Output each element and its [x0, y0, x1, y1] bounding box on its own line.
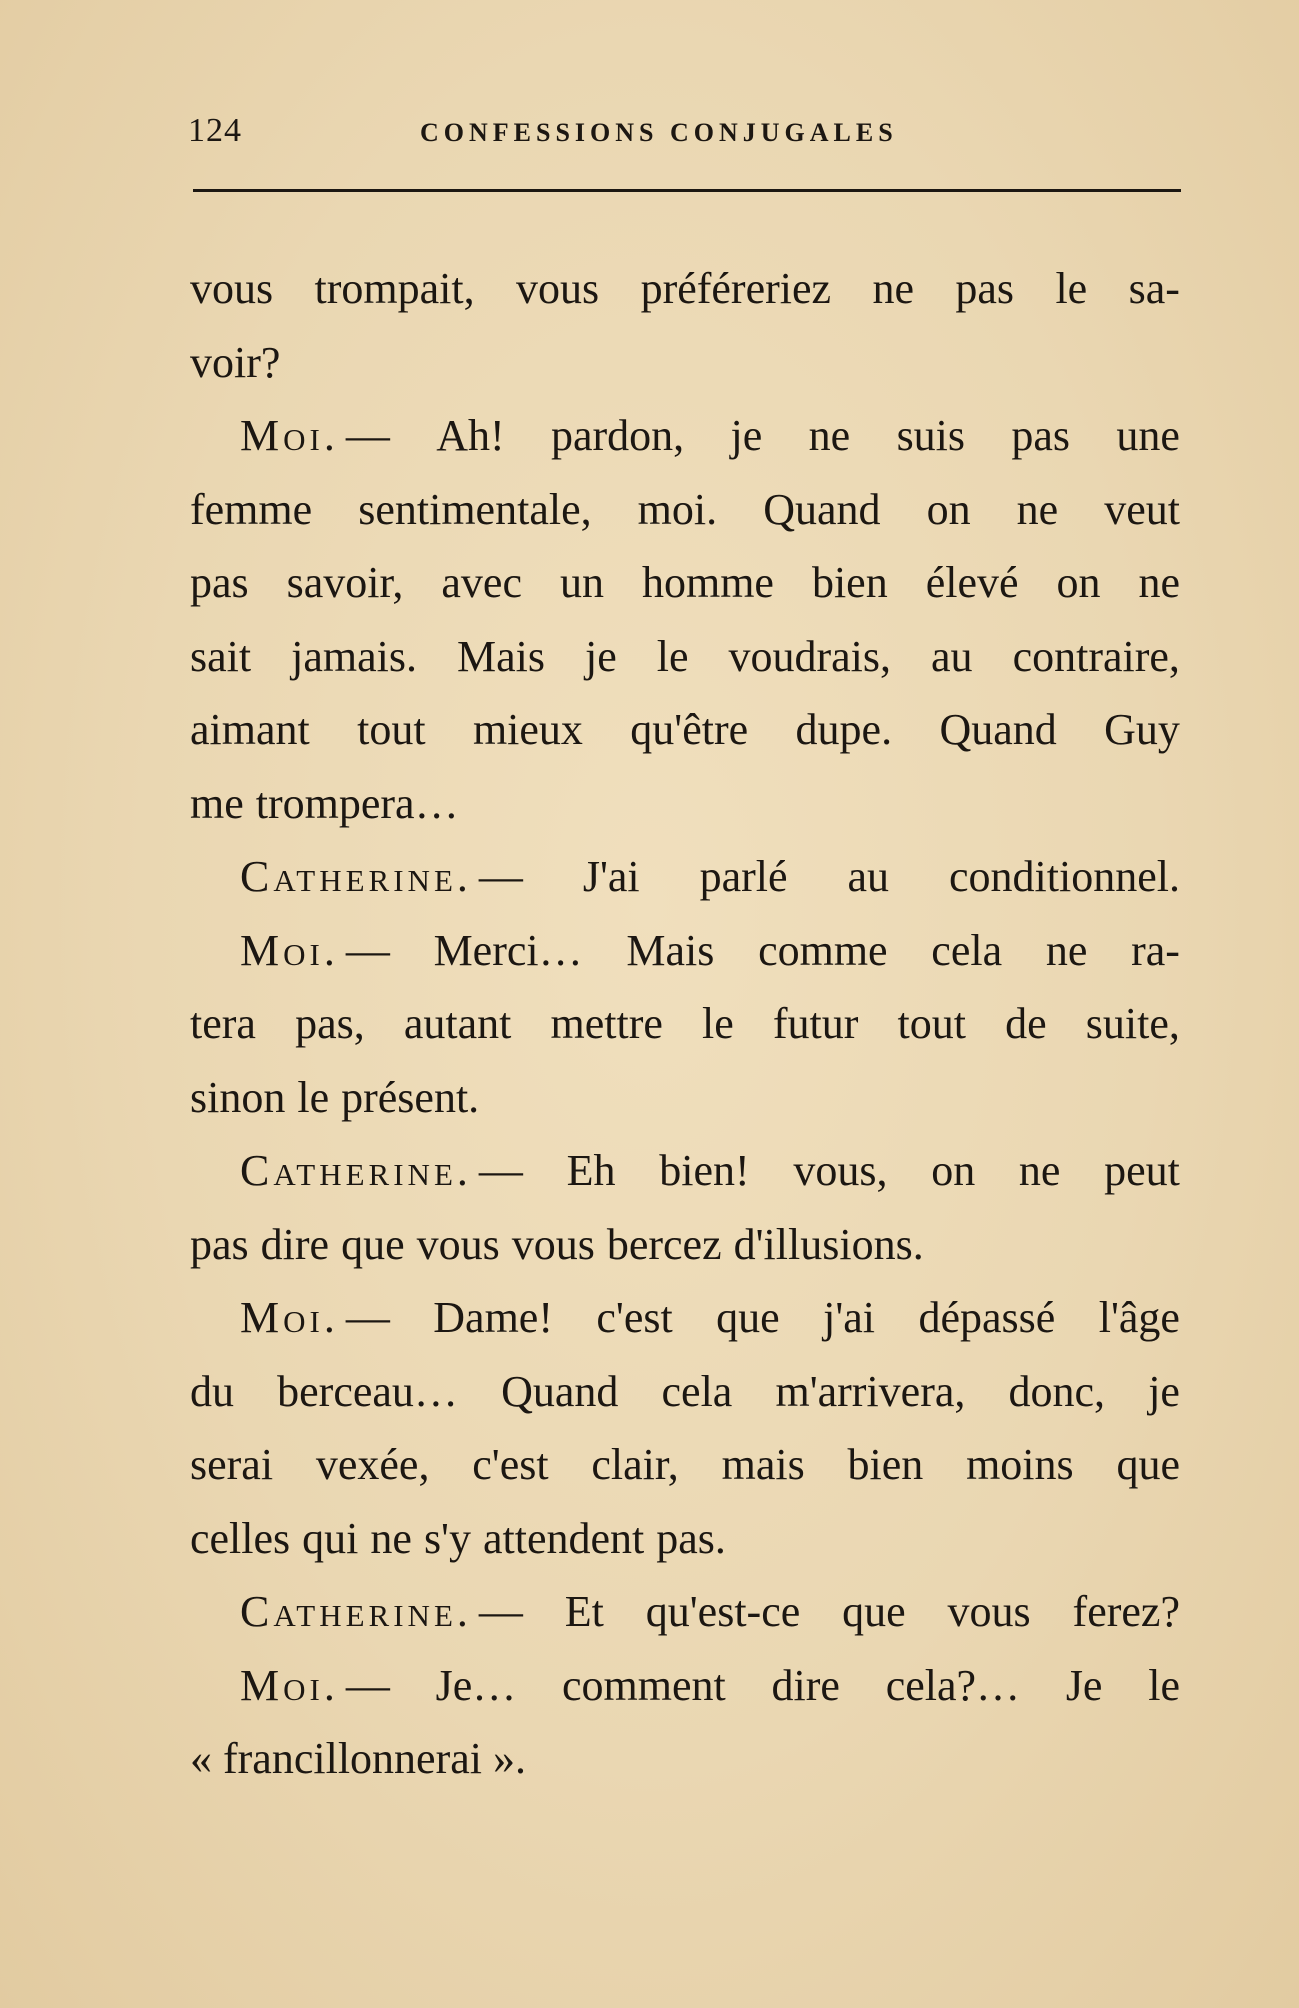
- word: qu'est-ce: [645, 1587, 801, 1636]
- word: s'y: [423, 1513, 471, 1563]
- word: pas: [190, 1219, 249, 1269]
- word: cela: [931, 925, 1003, 975]
- word: voudrais,: [728, 631, 892, 681]
- word: j'ai: [823, 1293, 876, 1342]
- text-line: [190, 1281, 1180, 1355]
- text-line: [190, 987, 1180, 1061]
- word: je: [730, 411, 763, 460]
- word: pas: [1011, 411, 1071, 460]
- word: pas,: [295, 999, 365, 1048]
- text-line: [190, 399, 1180, 473]
- word: parlé: [699, 852, 788, 901]
- word: pardon,: [551, 411, 685, 460]
- word: pas: [955, 264, 1015, 313]
- word: présent.: [341, 1072, 480, 1122]
- page-header: [188, 112, 1183, 162]
- word: dupe.: [795, 705, 893, 754]
- word: l'âge: [1098, 1293, 1180, 1342]
- word: Guy: [1104, 705, 1180, 754]
- running-title: CONFESSIONS CONJUGALES: [420, 118, 898, 147]
- text-line: [190, 1649, 1180, 1723]
- word: futur: [772, 999, 859, 1048]
- word: aimant: [190, 705, 310, 754]
- word: bien: [811, 558, 888, 607]
- word: on: [1056, 558, 1101, 607]
- text-line: [190, 1722, 1180, 1796]
- text-line: [190, 1355, 1180, 1429]
- word: vous: [416, 1219, 500, 1269]
- word: ne: [1016, 484, 1059, 534]
- speaker-name: Catherine. —: [240, 852, 523, 901]
- word: donc,: [1008, 1366, 1106, 1416]
- word: vous: [516, 264, 600, 313]
- word: conditionnel.: [948, 852, 1180, 901]
- text-line: [190, 1428, 1180, 1502]
- word: bien!: [659, 1146, 750, 1195]
- text-line: [190, 1502, 1180, 1576]
- word: serai: [190, 1440, 274, 1489]
- word: c'est: [472, 1440, 549, 1489]
- text-line: [190, 326, 1180, 400]
- word: attendent: [483, 1513, 645, 1563]
- text-line: [190, 252, 1180, 326]
- word: mettre: [550, 999, 663, 1048]
- word: dire: [771, 1660, 840, 1710]
- text-line: [190, 767, 1180, 841]
- word: tout: [357, 705, 426, 754]
- word: sentimentale,: [358, 484, 592, 534]
- word: trompait,: [314, 264, 475, 313]
- word: vous,: [793, 1146, 888, 1195]
- word: mieux: [472, 705, 583, 754]
- word: que: [1116, 1440, 1180, 1489]
- word: une: [1116, 411, 1180, 460]
- word: ferez?: [1072, 1587, 1180, 1636]
- word: Eh: [566, 1146, 616, 1195]
- word: je: [584, 631, 617, 681]
- word: contraire,: [1012, 631, 1180, 681]
- word: Quand: [501, 1366, 619, 1416]
- word: femme: [190, 484, 313, 534]
- word: avec: [441, 558, 522, 607]
- word: moins: [966, 1440, 1074, 1489]
- word: pas: [190, 558, 249, 607]
- word: Je…: [435, 1660, 517, 1710]
- word: vous: [190, 264, 274, 313]
- word: le: [297, 1072, 330, 1122]
- word: autant: [403, 999, 512, 1048]
- word: c'est: [596, 1293, 673, 1342]
- word: clair,: [591, 1440, 679, 1489]
- word: suis: [896, 411, 966, 460]
- word: sa-: [1128, 264, 1180, 313]
- word: voir?: [190, 337, 281, 387]
- word: au: [931, 631, 973, 681]
- word: trompera…: [255, 778, 459, 828]
- word: berceau…: [277, 1366, 458, 1416]
- text-line: [190, 693, 1180, 767]
- word: le: [1055, 264, 1088, 313]
- text-line: [190, 914, 1180, 988]
- text-line: [190, 473, 1180, 547]
- word: mais: [721, 1440, 805, 1489]
- word: « francillonnerai ».: [190, 1734, 526, 1783]
- word: ne: [370, 1513, 412, 1563]
- text-line: [190, 620, 1180, 694]
- word: comment: [562, 1660, 726, 1710]
- text-line: [190, 1208, 1180, 1282]
- word: ne: [1138, 558, 1180, 607]
- body-text: [190, 252, 1180, 1796]
- word: du: [190, 1366, 234, 1416]
- word: Quand: [763, 484, 881, 534]
- speaker-name: Moi. —: [240, 1293, 390, 1342]
- word: me: [190, 778, 244, 828]
- word: on: [931, 1146, 976, 1195]
- word: élevé: [925, 558, 1019, 607]
- word: Mais: [456, 631, 545, 681]
- text-line: [190, 1134, 1180, 1208]
- word: suite,: [1085, 999, 1180, 1048]
- word: Quand: [939, 705, 1057, 754]
- word: dépassé: [918, 1293, 1056, 1342]
- word: J'ai: [582, 852, 640, 901]
- word: cela?…: [885, 1660, 1021, 1710]
- word: vous: [511, 1219, 595, 1269]
- speaker-name: Moi. —: [240, 411, 390, 460]
- word: pas.: [656, 1513, 726, 1563]
- speaker-name: Catherine. —: [240, 1587, 523, 1636]
- word: d'illusions.: [733, 1219, 924, 1269]
- speaker-name: Catherine. —: [240, 1146, 523, 1195]
- word: peut: [1104, 1146, 1180, 1195]
- page-number: 124: [188, 112, 242, 149]
- word: moi.: [637, 484, 718, 534]
- header-rule: [193, 189, 1181, 192]
- word: homme: [641, 558, 774, 607]
- text-line: [190, 1061, 1180, 1135]
- word: on: [926, 484, 971, 534]
- word: un: [559, 558, 604, 607]
- word: que: [341, 1219, 405, 1269]
- word: bercez: [606, 1219, 722, 1269]
- word: que: [716, 1293, 780, 1342]
- word: vous: [947, 1587, 1031, 1636]
- word: au: [847, 852, 890, 901]
- word: cela: [661, 1366, 733, 1416]
- speaker-name: Moi. —: [240, 1660, 390, 1710]
- word: qu'être: [630, 705, 749, 754]
- word: vexée,: [315, 1440, 430, 1489]
- text-line: [190, 546, 1180, 620]
- word: ra-: [1131, 925, 1180, 975]
- word: sinon: [190, 1072, 286, 1122]
- word: savoir,: [286, 558, 404, 607]
- word: celles: [190, 1513, 291, 1563]
- word: que: [842, 1587, 906, 1636]
- word: Mais: [626, 925, 715, 975]
- word: Dame!: [433, 1293, 553, 1342]
- word: ne: [872, 264, 914, 313]
- word: ne: [1018, 1146, 1061, 1195]
- word: veut: [1104, 484, 1180, 534]
- word: le: [702, 999, 734, 1048]
- word: le: [656, 631, 689, 681]
- word: comme: [758, 925, 888, 975]
- text-line: [190, 840, 1180, 914]
- word: ne: [808, 411, 851, 460]
- word: sait: [190, 631, 252, 681]
- word: qui: [302, 1513, 359, 1563]
- word: tera: [190, 999, 256, 1048]
- text-line: [190, 1575, 1180, 1649]
- word: Et: [564, 1587, 604, 1636]
- word: jamais.: [291, 631, 417, 681]
- word: dire: [260, 1219, 330, 1269]
- word: Ah!: [436, 411, 505, 460]
- word: je: [1148, 1366, 1180, 1416]
- speaker-name: Moi. —: [240, 925, 390, 975]
- word: bien: [847, 1440, 924, 1489]
- word: m'arrivera,: [775, 1366, 966, 1416]
- word: Je: [1065, 1660, 1103, 1710]
- word: préféreriez: [640, 264, 832, 313]
- word: tout: [897, 999, 966, 1048]
- word: de: [1005, 999, 1047, 1048]
- word: le: [1148, 1660, 1180, 1710]
- word: ne: [1045, 925, 1088, 975]
- word: Merci…: [433, 925, 583, 975]
